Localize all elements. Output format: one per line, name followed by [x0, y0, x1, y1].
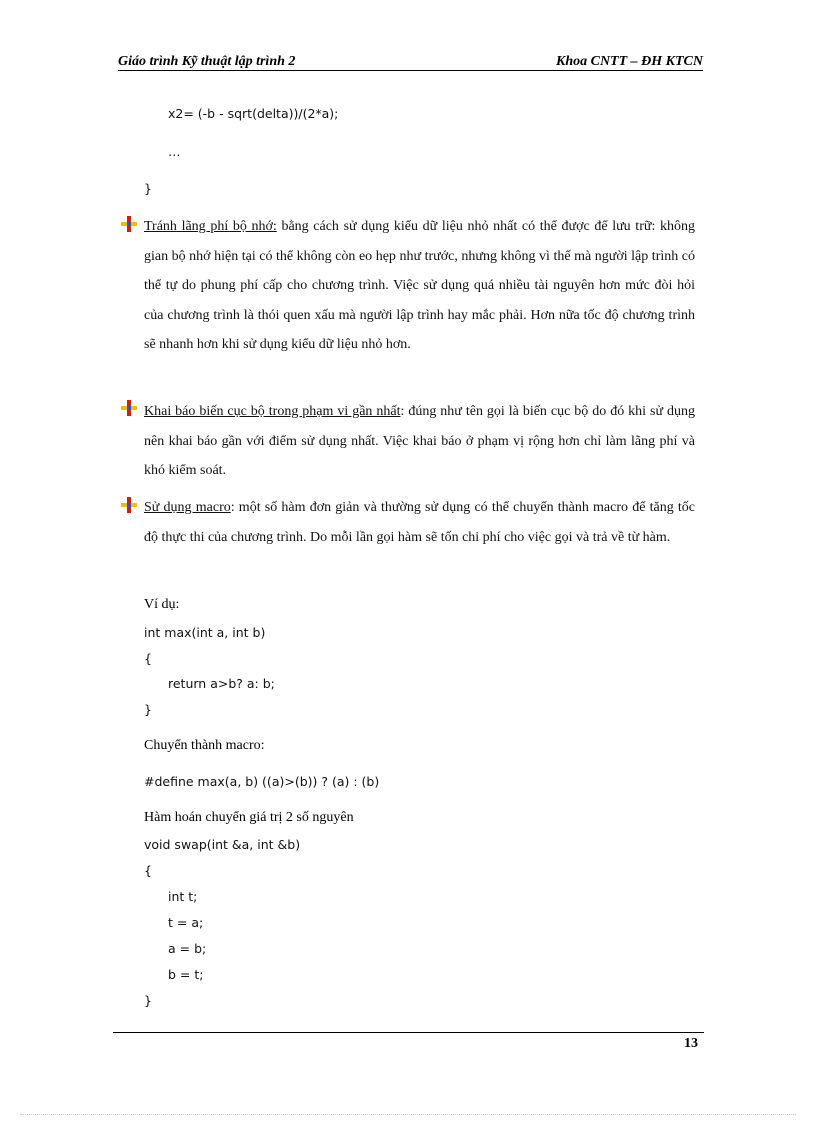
code-return-line: return a>b? a: b;: [168, 676, 275, 691]
bullet-local-var-title: Khai báo biến cục bộ trong phạm vi gần nhất: [144, 404, 401, 419]
page-bottom-dotted-edge: [20, 1114, 796, 1115]
page-header: [118, 52, 703, 71]
code-close-brace: }: [144, 993, 152, 1008]
bullet-macro-paragraph: [144, 493, 695, 552]
bullet-memory-title: Tránh lãng phí bộ nhớ:: [144, 219, 277, 234]
code-swap-signature: void swap(int &a, int &b): [144, 837, 301, 852]
code-close-brace: }: [144, 181, 152, 196]
bullet-plus-icon: [121, 216, 137, 232]
bullet-plus-icon: [121, 400, 137, 416]
code-open-brace: {: [144, 863, 152, 878]
bullet-memory-text: bằng cách sử dụng kiểu dữ liệu nhỏ nhất có thể được để lưu trữ: không gian bộ nhớ hiện tại có thể không còn eo hẹp như trước, nhưng không vì thế mà người lập trình có thể tự do phung phí cấp cho chương trình. Việc sử dụng quá nhiều tài nguyên hơn mức đòi hỏi của chương trình là thói quen xấu mà người lập trình hay mắc phải. Hơn nữa tốc độ chương trình sẽ nhanh hơn khi sử dụng kiểu dữ liệu nhỏ hơn.: [144, 219, 695, 352]
swap-label: Hàm hoán chuyển giá trị 2 số nguyên: [144, 810, 354, 825]
convert-macro-label: Chuyển thành macro:: [144, 738, 265, 753]
header-faculty: Khoa CNTT – ĐH KTCN: [555, 54, 703, 69]
code-ellipsis: …: [168, 144, 181, 159]
code-line-x2: x2= (-b - sqrt(delta))/(2*a);: [168, 106, 339, 121]
page-number: 13: [684, 1036, 698, 1051]
header-course-title: Giáo trình Kỹ thuật lập trình 2: [118, 54, 296, 69]
code-open-brace: {: [144, 651, 152, 666]
footer-divider: [113, 1032, 704, 1033]
code-define-macro: #define max(a, b) ((a)>(b)) ? (a) : (b): [144, 774, 380, 789]
bullet-memory-paragraph: [144, 212, 695, 360]
code-close-brace: }: [144, 702, 152, 717]
code-max-signature: int max(int a, int b): [144, 625, 266, 640]
code-assign-a: a = b;: [168, 941, 207, 956]
bullet-macro-text: : một số hàm đơn giản và thường sử dụng có thể chuyển thành macro để tăng tốc độ thực thi của chương trình. Do mỗi lần gọi hàm sẽ tốn chi phí cho việc gọi và trả về từ hàm.: [144, 500, 696, 545]
example-label: Ví dụ:: [144, 597, 180, 612]
bullet-local-var-paragraph: [144, 397, 695, 486]
bullet-macro-title: Sử dụng macro: [144, 500, 231, 515]
code-assign-b: b = t;: [168, 967, 204, 982]
code-declare-t: int t;: [168, 889, 198, 904]
bullet-plus-icon: [121, 497, 137, 513]
bullet-local-var-text: : đúng như tên gọi là biến cục bộ do đó khi sử dụng nên khai báo gần với điểm sử dụng nhất. Việc khai báo ở phạm vị rộng hơn chỉ làm lãng phí và khó kiểm soát.: [144, 404, 696, 478]
code-assign-t: t = a;: [168, 915, 204, 930]
